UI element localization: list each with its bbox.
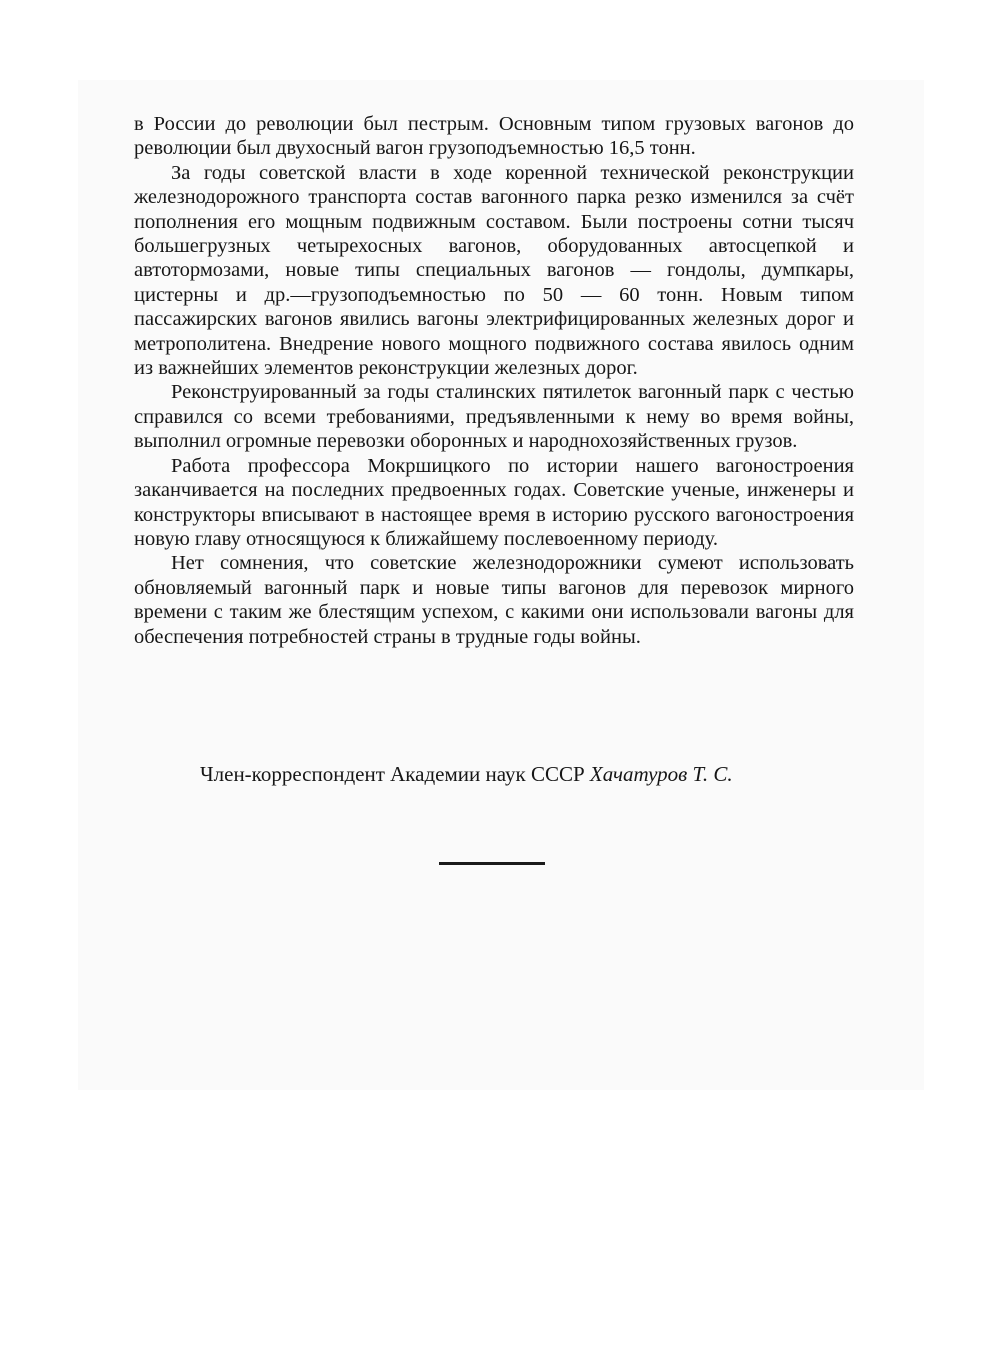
paragraph-2: За годы советской власти в ходе коренной технической реконструкции железнодорожного транспорта состав вагонного парка резко изменился за счёт пополнения его мощным подвижным составом. Были построены сотни тысяч большегрузных четырехосных вагонов, оборудованных автосцепкой и автотормозами, новые типы специальных вагонов — гондолы, думпкары, цистерны и др.—грузоподъемностью по 50 — 60 тонн. Новым типом пассажирских вагонов явились вагоны электрифицированных железных дорог и метрополитена. Внедрение нового мощного подвижного состава явилось одним из важнейших элементов реконструкции железных дорог. xyxy=(134,161,854,380)
signature xyxy=(200,760,855,788)
paragraph-3: Реконструированный за годы сталинских пятилеток вагонный парк с честью справился со всеми требованиями, предъявленными к нему во время войны, выполнил огромные перевозки оборонных и народнохозяйственных грузов. xyxy=(134,381,854,453)
signature-title: Член-корреспондент Академии наук СССР xyxy=(200,762,585,786)
paragraph-1: в России до революции был пестрым. Основным типом грузовых вагонов до революции был двухосный вагон грузоподъемностью 16,5 тонн. xyxy=(134,113,854,160)
body-text xyxy=(134,112,854,649)
paragraph-5: Нет сомнения, что советские железнодорожники сумеют использовать обновляемый вагонный парк и новые типы вагонов для перевозок мирного времени с таким же блестящим успехом, с какими они использовали вагоны для обеспечения потребностей страны в трудные годы войны. xyxy=(134,552,854,648)
paragraph-4: Работа профессора Мокршицкого по истории нашего вагоностроения заканчивается на последних предвоенных годах. Советские ученые, инженеры и конструкторы вписывают в настоящее время в историю русского вагоностроения новую главу относящуюся к ближайшему послевоенному периоду. xyxy=(134,454,854,550)
end-rule xyxy=(439,862,545,865)
signature-author: Хачатуров Т. С. xyxy=(589,762,733,786)
